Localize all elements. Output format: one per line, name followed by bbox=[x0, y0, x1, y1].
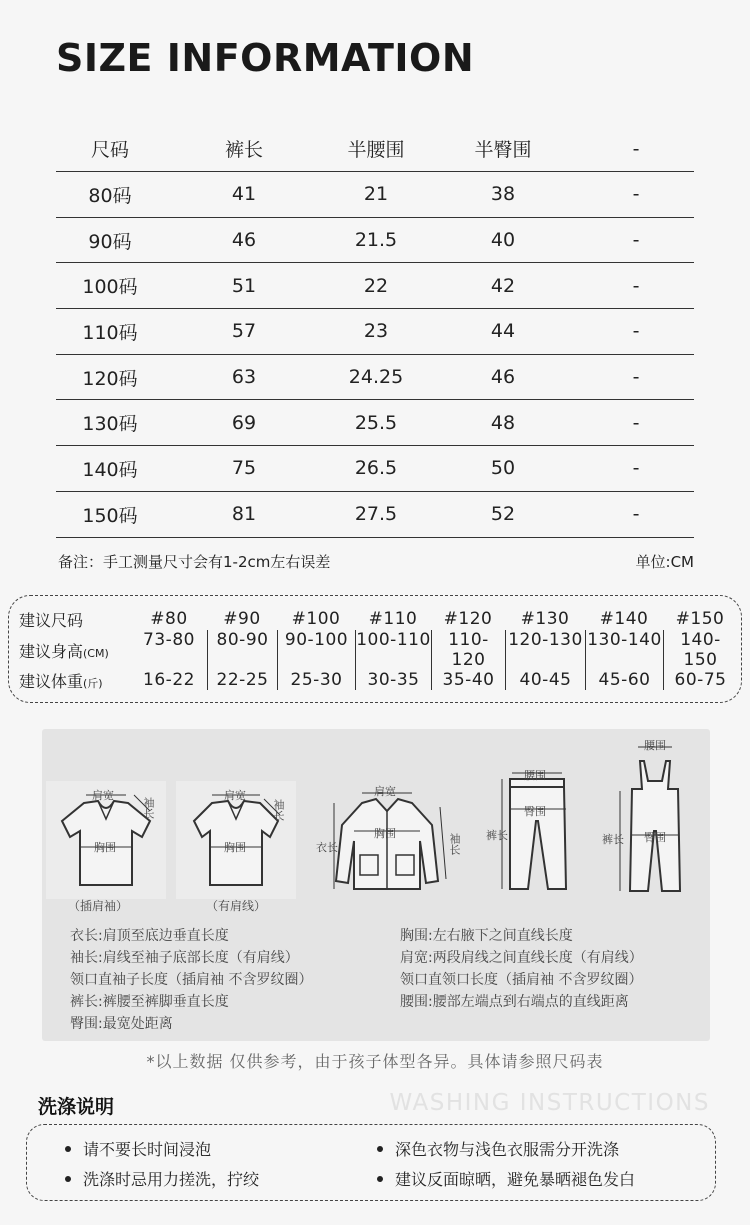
washing-item-text: 洗涤时忌用力搓洗，拧绞 bbox=[83, 1170, 260, 1189]
table-cell: 42 bbox=[490, 274, 516, 297]
rec-height-row bbox=[9, 630, 737, 670]
guide-line: 裤长:裤腰至裤脚垂直长度 bbox=[70, 994, 229, 1010]
rec-heights-value: 120-130 bbox=[505, 630, 585, 670]
table-row bbox=[56, 309, 694, 355]
table-row bbox=[56, 492, 694, 538]
page-title: SIZE INFORMATION bbox=[56, 36, 475, 80]
pants-length-label: 裤长 bbox=[602, 833, 624, 846]
table-row bbox=[56, 172, 694, 218]
washing-title: 洗涤说明 bbox=[38, 1096, 115, 1118]
table-cell: 46 bbox=[490, 366, 516, 389]
table-cell: 140码 bbox=[82, 458, 138, 481]
table-cell: 150码 bbox=[82, 504, 138, 527]
set-in-caption: （有肩线） bbox=[206, 899, 267, 913]
table-cell: - bbox=[632, 183, 640, 206]
hip-label: 臀围 bbox=[524, 805, 546, 818]
shoulder-label: 肩宽 bbox=[92, 789, 114, 802]
table-cell: 41 bbox=[231, 183, 257, 206]
rec-weights-value: 60-75 bbox=[663, 670, 737, 690]
table-cell: 24.25 bbox=[348, 366, 404, 389]
rec-weight-label bbox=[9, 669, 131, 692]
jacket-figure bbox=[312, 781, 462, 901]
table-row bbox=[56, 355, 694, 401]
bullet-icon bbox=[377, 1176, 383, 1182]
rec-heights-value: 80-90 bbox=[207, 630, 277, 670]
washing-item-text: 建议反面晾晒，避免暴晒褪色发白 bbox=[395, 1170, 636, 1189]
bullet-icon bbox=[377, 1146, 383, 1152]
guide-line: 腰围:腰部左端点到右端点的直线距离 bbox=[400, 994, 629, 1010]
table-cell: - bbox=[632, 366, 640, 389]
table-cell: 25.5 bbox=[354, 411, 398, 434]
table-cell: 120码 bbox=[82, 367, 138, 390]
rec-height-text: 建议身高 bbox=[19, 641, 84, 661]
table-cell: 75 bbox=[231, 457, 257, 480]
guide-line: 胸围:左右腋下之间直线长度 bbox=[400, 928, 573, 944]
table-cell: 80码 bbox=[88, 184, 132, 207]
waist-label: 腰围 bbox=[524, 769, 546, 782]
raglan-caption: （插肩袖） bbox=[68, 899, 129, 913]
table-cell: 21.5 bbox=[354, 229, 398, 252]
guide-line: 领口直袖子长度（插肩袖 不含罗纹圈） bbox=[70, 972, 313, 988]
table-row bbox=[56, 400, 694, 446]
hip-label: 臀围 bbox=[644, 831, 666, 844]
rec-weight-unit: (斤) bbox=[83, 676, 103, 690]
pants-figure bbox=[482, 765, 572, 895]
rec-weights-value: 45-60 bbox=[585, 670, 663, 690]
rec-heights-value: 73-80 bbox=[143, 630, 195, 650]
raglan-tee-figure bbox=[46, 781, 166, 899]
table-cell: 63 bbox=[231, 366, 257, 389]
guide-line: 袖长:肩线至袖子底部长度（有肩线） bbox=[70, 950, 299, 966]
rec-size-label: 建议尺码 bbox=[19, 610, 84, 630]
guide-line: 臀围:最宽处距离 bbox=[70, 1016, 173, 1032]
rec-weight-text: 建议体重 bbox=[19, 671, 84, 691]
table-cell: - bbox=[632, 274, 640, 297]
rec-weights-value: 40-45 bbox=[505, 670, 585, 690]
body-length-label: 衣长 bbox=[316, 841, 338, 854]
header-cell: 半臀围 bbox=[474, 139, 532, 161]
washing-item-text: 请不要长时间浸泡 bbox=[83, 1140, 212, 1159]
table-cell: 23 bbox=[363, 320, 389, 343]
disclaimer: *以上数据 仅供参考，由于孩子体型各异。具体请参照尺码表 bbox=[146, 1052, 604, 1071]
rec-weights-value: 25-30 bbox=[277, 670, 355, 690]
recommendation-box bbox=[8, 595, 742, 703]
header-cell: - bbox=[632, 137, 640, 160]
table-cell: 130码 bbox=[82, 413, 138, 436]
table-cell: 22 bbox=[363, 274, 389, 297]
header-cell: 半腰围 bbox=[347, 139, 405, 161]
table-cell: 110码 bbox=[82, 321, 138, 344]
set-in-tee-figure bbox=[176, 781, 296, 899]
table-cell: 51 bbox=[231, 274, 257, 297]
washing-item-text: 深色衣物与浅色衣服需分开洗涤 bbox=[395, 1140, 620, 1159]
guide-line: 衣长:肩顶至底边垂直长度 bbox=[70, 928, 229, 944]
overalls-icon bbox=[598, 735, 698, 897]
size-table-header bbox=[56, 126, 694, 172]
rec-weights-value: 30-35 bbox=[355, 670, 431, 690]
rec-sizes-value: #120 bbox=[443, 609, 493, 629]
measurement-note: 备注：手工测量尺寸会有1-2cm左右误差 bbox=[58, 553, 331, 571]
bullet-icon bbox=[65, 1146, 71, 1152]
washing-item bbox=[65, 1167, 259, 1190]
rec-weights-value: 22-25 bbox=[207, 670, 277, 690]
table-cell: 21 bbox=[363, 183, 389, 206]
rec-sizes-value: #100 bbox=[291, 609, 341, 629]
chest-label: 胸围 bbox=[94, 841, 116, 854]
overalls-figure bbox=[598, 735, 698, 897]
table-cell: 52 bbox=[490, 503, 516, 526]
guide-left-text bbox=[70, 925, 312, 1035]
table-cell: 48 bbox=[490, 411, 516, 434]
table-cell: - bbox=[632, 229, 640, 252]
table-cell: 57 bbox=[231, 320, 257, 343]
table-cell: 44 bbox=[490, 320, 516, 343]
sleeve-label: 袖长 bbox=[272, 799, 285, 821]
waist-label: 腰围 bbox=[644, 739, 666, 752]
size-table bbox=[56, 126, 694, 538]
table-cell: 50 bbox=[490, 457, 516, 480]
rec-heights-value: 140-150 bbox=[663, 630, 737, 670]
washing-title-en: WASHING INSTRUCTIONS bbox=[389, 1090, 710, 1116]
rec-weights-value: 16-22 bbox=[143, 670, 195, 690]
chest-label: 胸围 bbox=[224, 841, 246, 854]
table-cell: 27.5 bbox=[354, 503, 398, 526]
table-cell: 69 bbox=[231, 411, 257, 434]
shoulder-label: 肩宽 bbox=[374, 785, 396, 798]
rec-height-label bbox=[9, 639, 131, 662]
sleeve-label: 袖长 bbox=[142, 797, 155, 819]
sleeve-label: 袖长 bbox=[448, 833, 461, 855]
table-cell: 81 bbox=[231, 503, 257, 526]
table-cell: 40 bbox=[490, 229, 516, 252]
rec-heights-value: 130-140 bbox=[585, 630, 663, 670]
rec-heights-value: 90-100 bbox=[277, 630, 355, 670]
unit-label: 单位:CM bbox=[635, 553, 694, 571]
rec-weight-row bbox=[9, 666, 737, 694]
header-cell: 尺码 bbox=[90, 139, 129, 161]
rec-height-unit: (CM) bbox=[83, 646, 109, 660]
rec-heights-value: 110-120 bbox=[431, 630, 505, 670]
chest-label: 胸围 bbox=[374, 827, 396, 840]
washing-item bbox=[377, 1137, 619, 1160]
table-cell: 38 bbox=[490, 183, 516, 206]
bullet-icon bbox=[65, 1176, 71, 1182]
rec-weights-value: 35-40 bbox=[431, 670, 505, 690]
table-cell: - bbox=[632, 320, 640, 343]
header-cell: 裤长 bbox=[224, 139, 263, 161]
table-cell: - bbox=[632, 411, 640, 434]
guide-line: 肩宽:两段肩线之间直线长度（有肩线） bbox=[400, 950, 643, 966]
table-cell: 100码 bbox=[82, 276, 138, 299]
washing-box bbox=[26, 1124, 716, 1201]
table-row bbox=[56, 446, 694, 492]
rec-sizes-value: #140 bbox=[599, 609, 649, 629]
shoulder-label: 肩宽 bbox=[224, 789, 246, 802]
rec-sizes-value: #110 bbox=[368, 609, 418, 629]
table-cell: 26.5 bbox=[354, 457, 398, 480]
table-row bbox=[56, 263, 694, 309]
table-cell: 90码 bbox=[88, 230, 132, 253]
rec-sizes-value: #130 bbox=[520, 609, 570, 629]
table-row bbox=[56, 218, 694, 264]
measurement-guide bbox=[42, 729, 710, 1041]
table-cell: 46 bbox=[231, 229, 257, 252]
guide-right-text bbox=[400, 925, 643, 1013]
guide-line: 领口直领口长度（插肩袖 不含罗纹圈） bbox=[400, 972, 643, 988]
rec-sizes-value: #150 bbox=[675, 609, 725, 629]
washing-item bbox=[65, 1137, 211, 1160]
rec-sizes-value: #80 bbox=[150, 609, 188, 629]
table-cell: - bbox=[632, 503, 640, 526]
washing-item bbox=[377, 1167, 635, 1190]
pants-length-label: 裤长 bbox=[486, 829, 508, 842]
rec-heights-value: 100-110 bbox=[355, 630, 431, 670]
table-cell: - bbox=[632, 457, 640, 480]
rec-sizes-value: #90 bbox=[223, 609, 261, 629]
